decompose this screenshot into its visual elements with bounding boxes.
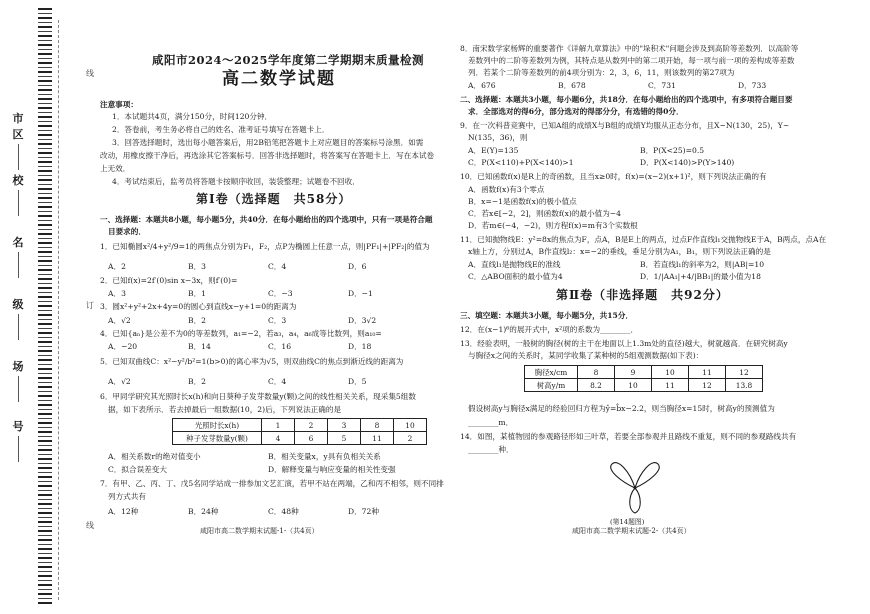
binding-margin — [0, 0, 64, 614]
q2-option-b: B．1 — [188, 289, 207, 298]
table-cell: 3 — [328, 419, 361, 432]
q11-stem-line-1: 11．已知抛物线E：y²=8x的焦点为F，点A，B是E上的两点，过点F作直线l₁交抛物线E于A，B两点，点A在 — [460, 235, 827, 244]
page-footer-2: 咸阳市高二数学期末试题-2-（共4页） — [572, 527, 691, 535]
q11-option-b: B．若直线l₁的斜率为2，则|AB|=10 — [640, 260, 765, 269]
table-cell: 12 — [689, 379, 726, 392]
binding-mark-line-2: 线 — [86, 521, 94, 530]
notice-line-3: 3．回答选择题时，选出每小题答案后，用2B铅笔把答题卡上对应题目的答案标号涂黑．如需 — [112, 138, 424, 147]
q14-stem-line-2: ________种． — [468, 445, 514, 454]
q9-stem-line-2: N(135，36)，则 — [468, 133, 528, 142]
q4-option-a: A．−20 — [108, 342, 138, 351]
q7-stem-line-1: 7．有甲、乙、丙、丁、戊5名同学站成一排参加文艺汇演，若甲不站在两端，乙和丙不相邻，则不同排 — [100, 479, 444, 488]
q1-option-d: D．6 — [348, 262, 367, 271]
q10-option-c: C．若x∈[−2，2]，则函数f(x)的最小值为−4 — [468, 209, 622, 218]
table-cell: 13.8 — [726, 379, 763, 392]
q2-option-a: A．3 — [108, 289, 126, 298]
q11-option-d: D．1/|AA₁|+4/|BB₁|的最小值为18 — [640, 272, 761, 281]
q10-option-b: B．x=−1是函数f(x)的极小值点 — [468, 197, 577, 206]
q2-option-d: D．−1 — [348, 289, 373, 298]
q1-stem: 1．已知椭圆x²/4+y²/9=1的两焦点分别为F₁，F₂，点P为椭圆上任意一点，则|PF₁|+|PF₂|的值为 — [100, 242, 430, 251]
table-cell: 9 — [615, 366, 652, 379]
table-cell: 1 — [262, 419, 295, 432]
trefoil-path-figure — [600, 458, 670, 516]
section2-line-2: 求．全部选对的得6分，部分选对的得部分分，有选错的得0分． — [468, 107, 684, 116]
table-cell: 8.2 — [578, 379, 615, 392]
notice-heading: 注意事项： — [100, 100, 138, 109]
q8-stem-line-2: 差数列中的二阶等差数列为例，其特点是从数列中的第二项开始，每一项与前一项的差构成等差数 — [468, 56, 795, 65]
q6-option-b: B．相关变量x，y具有负相关关系 — [268, 452, 381, 461]
q8-stem-line-1: 8．南宋数学家杨辉的重要著作《详解九章算法》中的"垛积术"问题会涉及到高阶等差数列．以高阶等 — [460, 44, 799, 53]
table-cell: 8 — [361, 419, 394, 432]
cut-line — [58, 20, 59, 600]
table-cell: 10 — [652, 366, 689, 379]
table-row — [173, 419, 427, 432]
table-cell: 12 — [726, 366, 763, 379]
q11-stem-line-2: x轴上方，分别过A，B作直线l₂：x=−2的垂线，垂足分别为A₁，B₁，则下列说法正确的是 — [468, 247, 771, 256]
q10-option-d: D．若m∈(−4，−2)，则方程f(x)=m有3个实数根 — [468, 221, 638, 230]
q7-option-b: B．24种 — [188, 507, 219, 516]
q10-stem: 10．已知函数f(x)是R上的奇函数，且当x≥0时，f(x)=(x−2)(x+1)²，则下列说法正确的有 — [460, 172, 767, 181]
notice-line-6: 4．考试结束后，监考员将答题卡按顺序收回，装袋整理；试题卷不回收． — [112, 177, 360, 186]
q9-option-c: C．P(X<110)+P(X<140)>1 — [468, 158, 574, 167]
q3-option-c: C．3 — [268, 316, 287, 325]
binding-label-class: 级 — [6, 296, 30, 340]
binding-mark-staple: 订 — [86, 301, 94, 310]
q8-option-d: D．733 — [738, 81, 767, 90]
table-cell: 胸径x/cm — [525, 366, 578, 379]
q9-option-d: D．P(X<140)>P(Y>140) — [640, 158, 735, 167]
q1-option-b: B．3 — [188, 262, 207, 271]
table-cell: 10 — [615, 379, 652, 392]
q5-option-c: C．4 — [268, 377, 287, 386]
q11-option-c: C．△ABO面积的最小值为4 — [468, 272, 563, 281]
q6-stem-line-2: 据，如下表所示．若去掉最后一组数据(10，2)后，下列说法正确的是 — [108, 405, 342, 414]
table-cell: 11 — [689, 366, 726, 379]
q8-option-c: C．731 — [648, 81, 676, 90]
subject-title: 高二数学试题 — [222, 69, 336, 89]
q1-option-a: A．2 — [108, 262, 126, 271]
q9-option-a: A．E(Y)=135 — [468, 146, 519, 155]
binding-label-school: 校 — [6, 172, 30, 216]
q8-option-a: A．676 — [468, 81, 496, 90]
q12-stem: 12．在(x−1)⁶的展开式中，x²项的系数为________． — [460, 325, 639, 334]
binding-label-seat: 号 — [6, 418, 30, 462]
q7-option-d: D．72种 — [348, 507, 379, 516]
table-cell: 树高y/m — [525, 379, 578, 392]
q5-stem: 5．已知双曲线C：x²−y²/b²=1(b>0)的离心率为√5，则双曲线C的焦点到渐近线的距离为 — [100, 357, 404, 366]
q2-option-c: C．−3 — [268, 289, 293, 298]
exam-title: 咸阳市2024～2025学年度第二学期期末质量检测 — [152, 53, 425, 67]
q4-stem: 4．已知{aₙ}是公差不为0的等差数列，a₁=−2，若a₃，a₄，a₆成等比数列，则a₁₀= — [100, 329, 382, 338]
section1-line-2: 目要求的． — [108, 227, 146, 236]
q13-stem-line-2: 与胸径x之间的关系时，某同学收集了某种树的5组观测数据(如下表)： — [468, 351, 704, 360]
q7-option-c: C．48种 — [268, 507, 299, 516]
q6-option-d: D．解释变量与响应变量的相关性变强 — [268, 465, 396, 474]
section2-line-1: 二、选择题：本题共3小题，每小题6分，共18分．在每小题给出的四个选项中，有多项符合题目要 — [460, 95, 793, 104]
right-leaf — [635, 463, 659, 488]
binding-label-room: 场 — [6, 358, 30, 402]
q14-figure-caption: (第14题图) — [610, 518, 645, 526]
q8-option-b: B．678 — [558, 81, 586, 90]
binding-label-name: 名 — [6, 234, 30, 278]
q13-after-line-2: ________m． — [468, 418, 514, 427]
q8-stem-line-3: 列．若某个二阶等差数列的前4项分别为：2，3，6，11，则该数列的第27项为 — [468, 68, 735, 77]
q3-option-a: A．√2 — [108, 316, 131, 325]
binding-mark-line: 线 — [86, 69, 94, 78]
q2-stem: 2．已知f(x)=2f′(0)sin x−3x，则f′(0)= — [100, 276, 238, 285]
q6-option-c: C．拟合误差变大 — [108, 465, 167, 474]
q4-option-d: D．18 — [348, 342, 372, 351]
q5-option-a: A．√2 — [108, 377, 131, 386]
section3-line: 三、填空题：本题共3小题，每小题5分，共15分． — [460, 311, 634, 320]
notice-line-1: 1．本试题共4页，满分150分，时间120分钟． — [112, 112, 273, 121]
page-footer-1: 咸阳市高二数学期末试题-1-（共4页） — [200, 527, 319, 535]
table-cell: 6 — [295, 432, 328, 445]
q1-option-c: C．4 — [268, 262, 287, 271]
part2-heading: 第Ⅱ卷（非选择题 共92分） — [556, 288, 729, 302]
q14-stem-line-1: 14．如图，某植物园的参观路径形如三叶草，若要全部参观并且路线不重复，则不同的参观路线共有 — [460, 432, 797, 441]
q6-stem-line-1: 6．甲同学研究其光照时长x(h)和向日葵种子发芽数量y(颗)之间的线性相关关系，现采集5组数 — [100, 392, 416, 401]
q3-stem: 3．圆x²+y²+2x+4y=0的圆心到直线x−y+1=0的距离为 — [100, 302, 297, 311]
table-cell: 10 — [394, 419, 427, 432]
table-row — [173, 432, 427, 445]
notice-line-5: 上无效． — [100, 164, 131, 173]
q10-option-a: A．函数f(x)有3个零点 — [468, 185, 545, 194]
part1-heading: 第Ⅰ卷（选择题 共58分） — [196, 192, 352, 206]
table-cell: 11 — [652, 379, 689, 392]
table-cell: 11 — [361, 432, 394, 445]
q13-data-table — [524, 365, 763, 392]
q6-option-a: A．相关系数r的绝对值变小 — [108, 452, 201, 461]
q9-option-b: B．P(X<25)=0.5 — [640, 146, 705, 155]
notice-line-2: 2．答卷前，考生务必将自己的姓名、准考证号填写在答题卡上． — [112, 125, 330, 134]
section1-line-1: 一、选择题：本题共8小题，每小题5分，共40分．在每小题给出的四个选项中，只有一项是符合题 — [100, 215, 433, 224]
q13-stem-line-1: 13．经验表明，一般树的胸径(树的主干在地面以上1.3m处的直径)越大，树就越高．在研究树高y — [460, 339, 788, 348]
notice-line-4: 改动，用橡皮擦干净后，再选涂其它答案标号．回答非选择题时，将答案写在答题卡上．写在本试卷 — [100, 151, 435, 160]
table-cell: 光照时长x(h) — [173, 419, 262, 432]
q4-option-c: C．16 — [268, 342, 292, 351]
table-cell: 8 — [578, 366, 615, 379]
table-cell: 4 — [262, 432, 295, 445]
q5-option-b: B．2 — [188, 377, 207, 386]
q4-option-b: B．14 — [188, 342, 211, 351]
q3-option-b: B．2 — [188, 316, 207, 325]
q7-stem-line-2: 列方式共有 — [108, 492, 146, 501]
table-cell: 5 — [328, 432, 361, 445]
q3-option-d: D．3√2 — [348, 316, 377, 325]
q7-option-a: A．12种 — [108, 507, 139, 516]
q9-stem-line-1: 9．在一次科普竞赛中，已知A组的成绩X与B组的成绩Y均服从正态分布，且X~N(130，25)，Y~ — [460, 121, 790, 130]
q11-option-a: A．直线l₁是抛物线E的准线 — [468, 260, 561, 269]
binding-label-district: 市 区 — [6, 110, 30, 170]
q5-option-d: D．5 — [348, 377, 367, 386]
left-leaf — [611, 463, 635, 488]
barcode-strip — [38, 8, 52, 606]
table-row — [525, 379, 763, 392]
center-node — [634, 487, 637, 490]
table-cell: 种子发芽数量y(颗) — [173, 432, 262, 445]
table-cell: 2 — [394, 432, 427, 445]
q6-data-table — [172, 418, 427, 445]
table-row — [525, 366, 763, 379]
q13-after-line-1: 假设树高y与胸径x满足的经验回归方程为ŷ=b̂x−2.2，则当胸径x=15时，树高y的预测值为 — [468, 404, 775, 413]
bottom-leaf — [630, 488, 641, 513]
table-cell: 2 — [295, 419, 328, 432]
